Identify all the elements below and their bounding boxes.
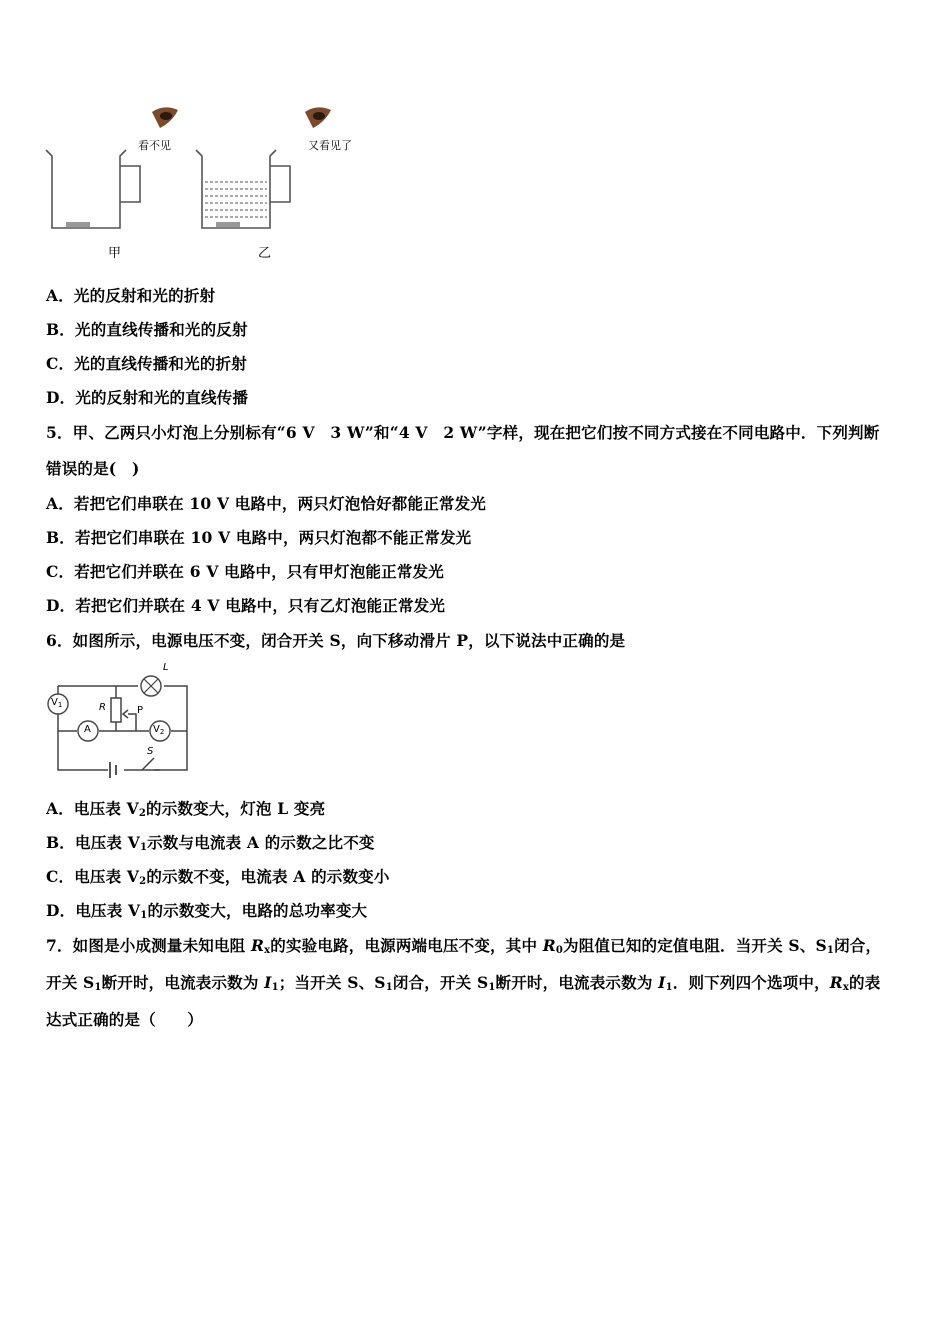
q6-d-sub: 1: [140, 910, 148, 921]
q7-s1-sub-b: 1: [94, 982, 102, 993]
q7-rx2-x: x: [842, 982, 850, 993]
q7-rx2-r: R: [829, 973, 843, 992]
q6-d-pre: D．电压表 V: [46, 901, 141, 920]
q7-line3: 达式正确的是（ ）: [46, 1010, 204, 1029]
q6-option-d: [46, 899, 367, 921]
label-v2-sub: 2: [159, 728, 165, 736]
label-switch: S: [147, 746, 154, 757]
label-resistor: R: [99, 702, 106, 713]
q6-c-pre: C．电压表 V: [46, 867, 140, 886]
q6-option-b: [46, 831, 375, 853]
q6-b-post: 示数与电流表 A 的示数之比不变: [147, 833, 375, 852]
beaker-left: [46, 150, 140, 228]
q7-s1-sub-d: 1: [488, 982, 496, 993]
coin-left: [66, 222, 90, 227]
q4-option-c: C．光的直线传播和光的折射: [46, 354, 247, 373]
q5-option-c: C．若把它们并联在 6 V 电路中，只有甲灯泡能正常发光: [46, 562, 444, 581]
beaker-diagram: [40, 100, 370, 265]
q6-b-sub: 1: [139, 842, 148, 853]
label-v1: [51, 697, 62, 709]
label-v2: [153, 724, 164, 736]
circuit-diagram: [44, 662, 194, 780]
q6-option-a: [46, 797, 325, 819]
q7-l2-c: ；当开关 S、S: [278, 973, 386, 992]
q6-option-c: [46, 865, 390, 887]
q7-l1-c: 为阻值已知的定值电阻．当开关 S、S: [563, 936, 827, 955]
label-slider: P: [137, 705, 144, 716]
q6-c-post: 的示数不变，电流表 A 的示数变小: [146, 867, 390, 886]
q7-l2-f: ．则下列四个选项中，: [672, 973, 830, 992]
q5-stem-line1: 5．甲、乙两只小灯泡上分别标有“6 V 3 W”和“4 V 2 W”字样，现在把它们按不同方式接在不同电路中．下列判断: [46, 423, 880, 442]
eye-icon-left: [152, 107, 178, 128]
battery-icon: [110, 762, 116, 778]
q7-rx-x: x: [264, 945, 271, 956]
caption-jia: 甲: [108, 246, 122, 261]
beaker-figure: [40, 100, 370, 265]
q5-option-a: A．若把它们串联在 10 V 电路中，两只灯泡恰好都能正常发光: [46, 494, 487, 513]
lamp-icon: [141, 676, 161, 696]
q5-option-b: B．若把它们串联在 10 V 电路中，两只灯泡都不能正常发光: [46, 528, 472, 547]
q6-a-pre: A．电压表 V: [46, 799, 139, 818]
label-v2-text: V: [153, 724, 160, 735]
q7-i1-sub: 1: [271, 982, 279, 993]
q7-l1-b: 的实验电路，电源两端电压不变，其中: [270, 936, 543, 955]
q7-l2-d: 闭合，开关 S: [392, 973, 489, 992]
caption-yi: 乙: [258, 246, 272, 261]
q4-option-b: B．光的直线传播和光的反射: [46, 320, 248, 339]
q4-option-d: D．光的反射和光的直线传播: [46, 388, 249, 407]
q6-d-post: 的示数变大，电路的总功率变大: [147, 901, 368, 920]
q5-stem-line2: 错误的是( ): [46, 459, 140, 478]
water-right: [205, 182, 267, 217]
q6-a-post: 的示数变大，灯泡 L 变亮: [146, 799, 326, 818]
label-see-again: 又看见了: [308, 139, 352, 152]
q6-c-sub: 2: [139, 876, 147, 887]
q7-i1-i: I: [264, 973, 272, 992]
q7-rx-r: R: [250, 936, 265, 955]
q7-line2: [46, 971, 880, 993]
q7-l1-d: 闭合，: [834, 936, 882, 955]
label-cannot-see: 看不见: [138, 139, 171, 152]
q7-s1-sub-c: 1: [385, 982, 393, 993]
q7-l2-a: 开关 S: [46, 973, 95, 992]
q7-r0-0: 0: [555, 945, 564, 956]
q7-l2-e: 断开时，电流表示数为: [495, 973, 659, 992]
q7-i1b-sub: 1: [665, 982, 673, 993]
q4-option-a: A．光的反射和光的折射: [46, 286, 216, 305]
label-lamp: L: [163, 662, 169, 673]
q7-i1b-i: I: [658, 973, 666, 992]
q7-r0-r: R: [542, 936, 556, 955]
label-v1-sub: 1: [57, 701, 63, 709]
q7-l2-g: 的表: [849, 973, 881, 992]
eye-icon-right: [305, 107, 331, 128]
label-v1-text: V: [51, 697, 58, 708]
q7-l1-a: 7．如图是小成测量未知电阻: [46, 936, 251, 955]
coin-right: [216, 222, 240, 227]
q7-l2-b: 断开时，电流表示数为: [101, 973, 265, 992]
q6-stem: 6．如图所示，电源电压不变，闭合开关 S，向下移动滑片 P，以下说法中正确的是: [46, 631, 626, 650]
circuit-figure: [44, 662, 194, 780]
label-ammeter: A: [84, 724, 91, 735]
q6-a-sub: 2: [138, 808, 147, 819]
q6-b-pre: B．电压表 V: [46, 833, 140, 852]
q5-option-d: D．若把它们并联在 4 V 电路中，只有乙灯泡能正常发光: [46, 596, 446, 615]
q7-s1-sub-a: 1: [826, 945, 835, 956]
q7-line1: [46, 934, 881, 956]
